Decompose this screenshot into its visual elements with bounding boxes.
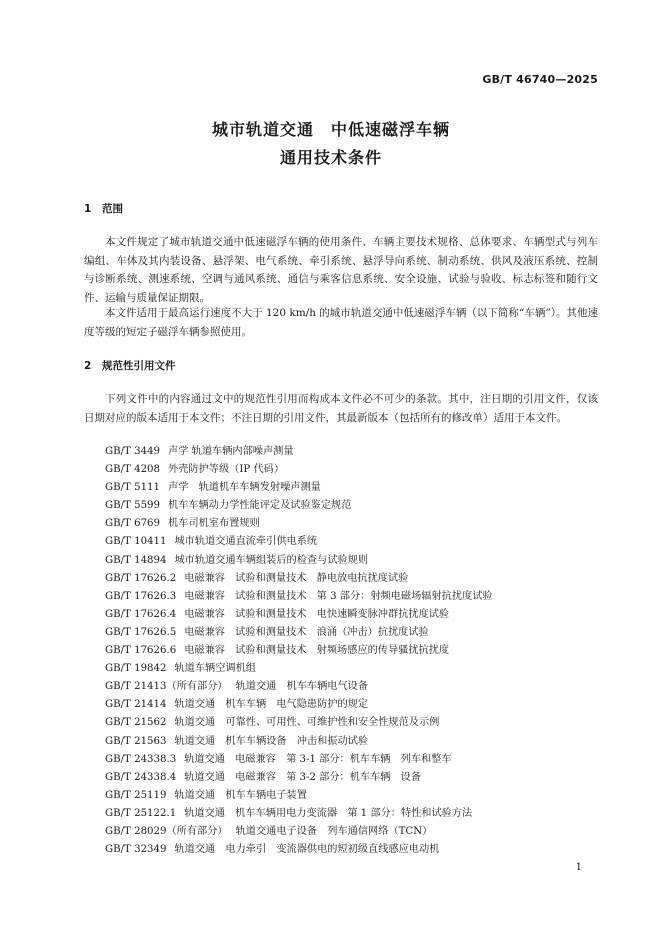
reference-item [105,479,605,497]
reference-code: GB/T 21413（所有部分） [105,681,228,693]
reference-title: 轨道交通 可靠性、可用性、可维护性和安全性规范及示例 [174,717,440,729]
reference-title: 轨道交通 机车车辆电气设备 [235,681,369,693]
reference-item [105,588,605,606]
reference-title: 轨道交通 电磁兼容 第 3-1 部分：机车车辆 列车和整车 [184,753,452,765]
reference-item [105,733,605,751]
standard-code: GB/T 46740—2025 [482,73,598,86]
reference-code: GB/T 10411 [105,536,167,548]
reference-item [105,497,605,515]
page-number: 1 [575,862,582,873]
reference-title: 轨道交通 机车车辆电子装置 [174,789,307,801]
reference-title: 城市轨道交通车辆组装后的检查与试验规则 [174,554,369,566]
reference-title: 机车司机室布置规则 [168,518,260,530]
reference-item [105,678,605,696]
document-title-line1: 城市轨道交通 中低速磁浮车辆 [211,120,450,139]
reference-item [105,696,605,714]
section-2-paragraph-1: 下列文件中的内容通过文中的规范性引用而构成本文件必不可少的条款。其中，注日期的引用文件，仅该日期对应的版本适用于本文件；不注日期的引用文件，其最新版本（包括所有的修改单）适用于本文件。 [84,393,598,424]
reference-code: GB/T 21562 [105,717,167,729]
reference-item [105,769,605,787]
reference-code: GB/T 6769 [105,518,161,530]
reference-title: 轨道交通 机车车辆设备 冲击和振动试验 [174,735,369,747]
reference-code: GB/T 32349 [105,844,167,856]
reference-code: GB/T 17626.2 [105,572,177,584]
reference-code: GB/T 5111 [105,482,161,494]
reference-title: 机车车辆动力学性能评定及试验鉴定规范 [168,500,352,512]
reference-code: GB/T 5599 [105,500,161,512]
reference-code: GB/T 17626.5 [105,626,177,638]
reference-code: GB/T 21414 [105,699,167,711]
reference-item [105,606,605,624]
reference-title: 电磁兼容 试验和测量技术 电快速瞬变脉冲群抗扰度试验 [184,608,450,620]
reference-code: GB/T 3449 [105,446,161,457]
reference-item [105,823,605,841]
section-2-number: 2 [84,360,92,372]
reference-code: GB/T 28029（所有部分） [105,825,228,837]
reference-title: 轨道交通电子设备 列车通信网络（TCN） [235,825,433,837]
reference-code: GB/T 24338.4 [105,771,177,783]
document-title-line2: 通用技术条件 [279,148,382,167]
reference-code: GB/T 17626.4 [105,608,177,620]
reference-item [105,552,605,570]
normative-reference-list [105,443,605,859]
section-1-title: 范围 [102,203,123,215]
reference-title: 电磁兼容 试验和测量技术 浪涌（冲击）抗扰度试验 [184,626,429,638]
reference-item [105,660,605,678]
reference-title: 轨道交通 电磁兼容 第 3-2 部分：机车车辆 设备 [184,771,422,783]
reference-item [105,714,605,732]
reference-title: 电磁兼容 试验和测量技术 第 3 部分：射频电磁场辐射抗扰度试验 [184,590,493,602]
reference-title: 轨道交通 电力牵引 变流器供电的短初级直线感应电动机 [174,844,440,856]
reference-title: 轨道交通 机车车辆 电气隐患防护的规定 [174,699,369,711]
reference-item [105,787,605,805]
reference-title: 轨道交通 机车车辆用电力变流器 第 1 部分：特性和试验方法 [184,807,473,819]
reference-code: GB/T 24338.3 [105,753,177,765]
section-2-heading [84,358,176,373]
reference-title: 城市轨道交通直流牵引供电系统 [174,536,318,548]
reference-title: 电磁兼容 试验和测量技术 射频场感应的传导骚扰抗扰度 [184,645,450,657]
reference-title: 外壳防护等级（IP 代码） [168,464,285,476]
reference-item [105,515,605,533]
reference-item [105,570,605,588]
reference-item [105,461,605,479]
section-1-paragraph-2: 本文件适用于最高运行速度不大于 120 km/h 的城市轨道交通中低速磁浮车辆（以下简称“车辆”）。其他速度等级的短定子磁浮车辆参照使用。 [84,307,598,338]
section-1-heading [84,201,123,216]
reference-item [105,533,605,551]
section-1-paragraph-1: 本文件规定了城市轨道交通中低速磁浮车辆的使用条件、车辆主要技术规格、总体要求、车辆型式与列车编组、车体及其内装设备、悬浮架、电气系统、牵引系统、悬浮导向系统、制动系统、供风及液压系统、控制与诊断系统、测速系统、空调与通风系统、通信与乘客信息系统、安全设施、试验与验收、标志标签和随行文件、运输与质量保证期限。 [84,236,598,304]
reference-title: 声学 轨道机车车辆发射噪声测量 [168,482,321,494]
reference-item [105,751,605,769]
section-1-number: 1 [84,203,92,215]
reference-code: GB/T 25119 [105,789,167,801]
reference-title: 声学 轨道车辆内部噪声测量 [168,446,294,457]
reference-code: GB/T 17626.3 [105,590,177,602]
reference-title: 电磁兼容 试验和测量技术 静电放电抗扰度试验 [184,572,409,584]
section-2-title: 规范性引用文件 [102,360,176,372]
reference-code: GB/T 25122.1 [105,807,177,819]
reference-code: GB/T 4208 [105,464,161,476]
reference-item [105,443,605,461]
reference-code: GB/T 21563 [105,735,167,747]
reference-item [105,805,605,823]
reference-item [105,624,605,642]
reference-item [105,841,605,859]
reference-code: GB/T 17626.6 [105,645,177,657]
reference-code: GB/T 14894 [105,554,167,566]
reference-title: 轨道车辆空调机组 [174,663,256,675]
reference-item [105,642,605,660]
reference-code: GB/T 19842 [105,663,167,675]
